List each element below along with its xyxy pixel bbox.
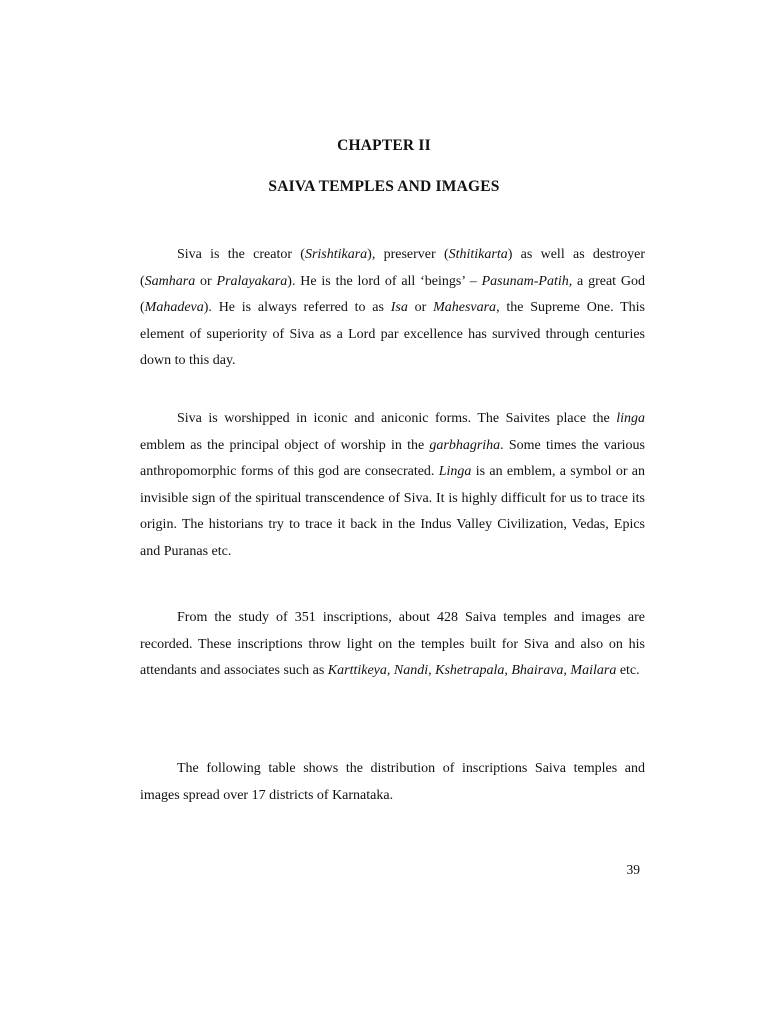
text-run: Siva is worshipped in iconic and aniconic forms. The Saivites place the [177, 411, 617, 426]
paragraph-intro [140, 242, 645, 375]
page-number: 39 [626, 862, 640, 877]
italic-term: Karttikeya, Nandi, Kshetrapala, Bhairava, Mailara [327, 663, 617, 679]
italic-term: Sthitikarta [448, 247, 508, 262]
text-run: or [407, 300, 434, 316]
text-run: emblem as the principal object of worship in the [140, 437, 430, 453]
paragraph-inscriptions [140, 605, 645, 685]
italic-term: Mahadeva [144, 300, 204, 316]
italic-term: Isa [390, 300, 408, 316]
text-run: From the study of 351 inscriptions, about 428 Saiva temples and images are recorded. These inscriptions throw light on the temples built for Siva and also on his attendants and associates such as [140, 610, 645, 679]
text-run: , the Supreme One. This element of superiority of Siva as a Lord par excellence has survived through centuries down to this day. [140, 300, 645, 369]
text-run: or [195, 273, 217, 289]
text-run: The following table shows the distribution of inscriptions Saiva temples and images spread over 17 districts of Karnataka. [140, 761, 645, 803]
paragraph-table-intro [140, 756, 645, 809]
text-run: a great God ( [140, 273, 645, 316]
text-run: is an emblem, a symbol or an invisible sign of the spiritual transcendence of Siva. It is highly difficult for us to trace its origin. The historians try to trace it back in the Indus Valley Civilization, Vedas, Epics and Puranas etc. [140, 464, 645, 559]
text-run: ). He is the lord of all ‘beings’ – [287, 273, 482, 289]
italic-term: Linga [438, 464, 472, 480]
paragraph-worship-forms [140, 406, 645, 566]
text-run: ) as well as destroyer ( [140, 247, 646, 289]
text-run: ), preserver ( [367, 247, 449, 262]
text-run: etc. [616, 663, 640, 679]
italic-term: Samhara [144, 273, 196, 289]
chapter-title: SAIVA TEMPLES AND IMAGES [268, 178, 500, 195]
italic-term: linga [616, 411, 645, 426]
italic-term: Pralayakara [216, 273, 288, 289]
italic-term: garbhagriha [429, 437, 501, 453]
italic-term: Mahesvara [433, 300, 497, 316]
text-run: Siva is the creator ( [177, 247, 305, 262]
chapter-label: CHAPTER II [337, 137, 431, 154]
italic-term: Srishtikara [304, 247, 368, 262]
italic-term: Pasunam-Patih, [481, 273, 573, 289]
text-run: ). He is always referred to as [203, 300, 391, 316]
text-run: . Some times the various anthropomorphic forms of this god are consecrated. [140, 437, 645, 480]
